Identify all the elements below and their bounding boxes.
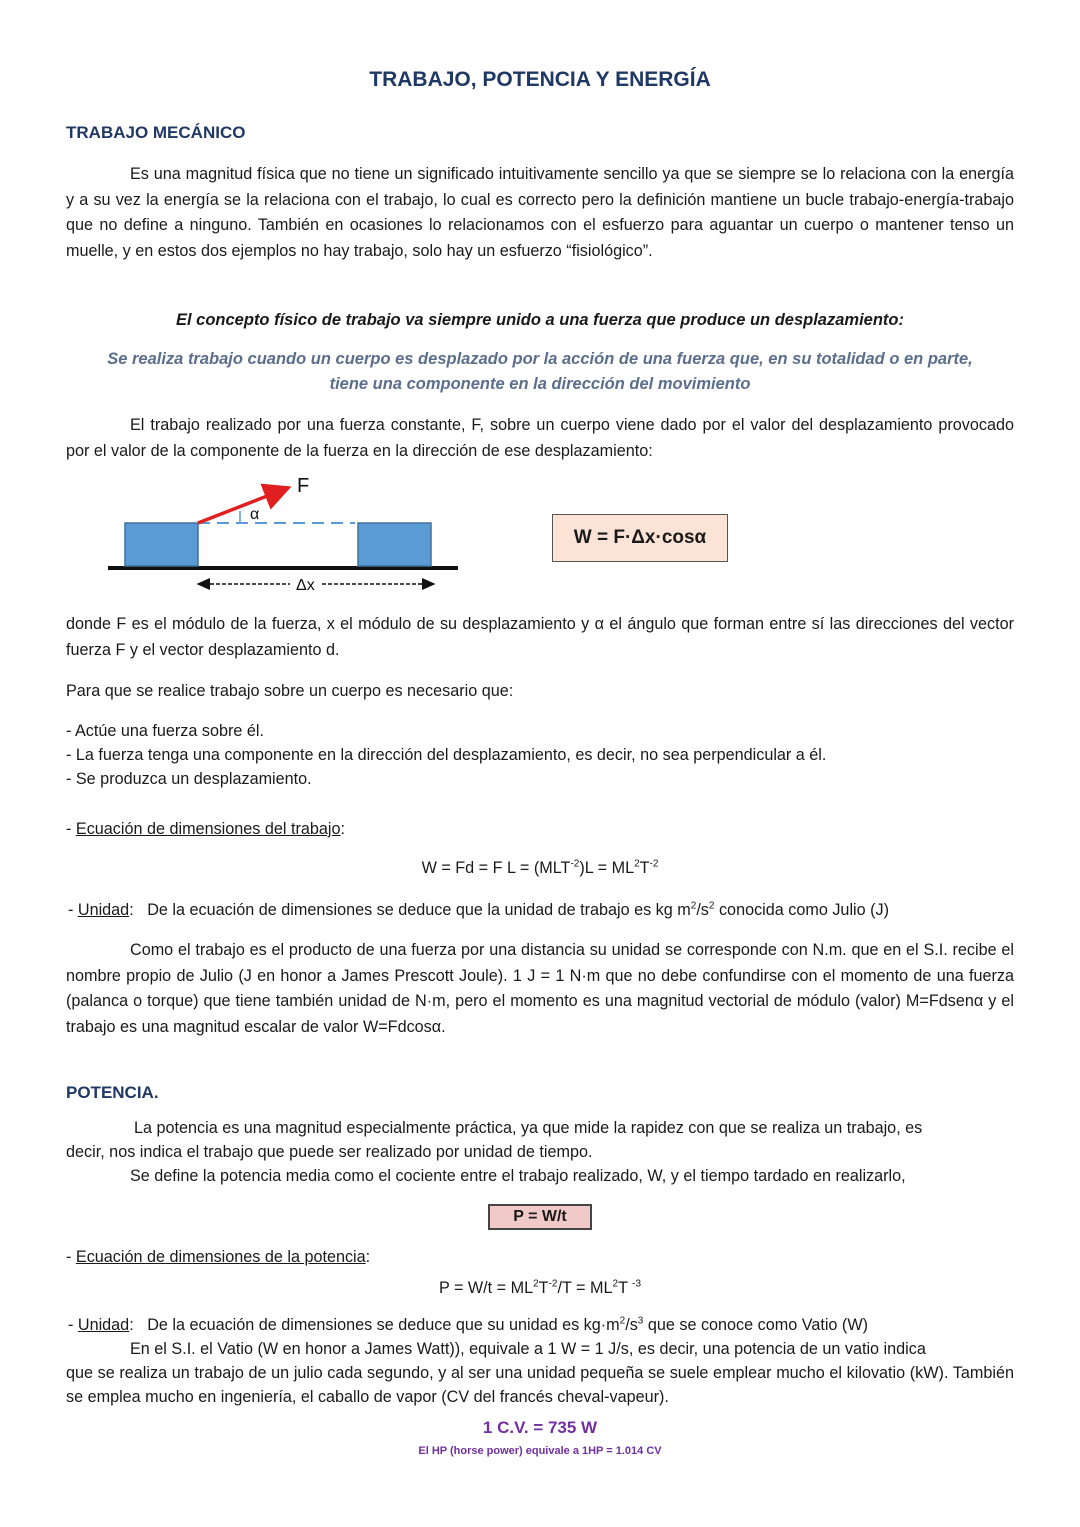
unit-sup: 2 — [619, 1315, 626, 1327]
power-formula-box — [488, 1204, 592, 1230]
eq-sup: -2 — [570, 858, 580, 870]
hp-equivalence: El HP (horse power) equivale a 1HP = 1.014 CV — [418, 1445, 662, 1457]
condition-item: - Se produzca un desplazamiento. — [66, 770, 312, 788]
eq-part: T — [618, 1279, 633, 1297]
eq-sup: 2 — [634, 858, 640, 870]
work-formula: W = F·Δx·cosα — [573, 527, 707, 548]
eq-sup: -2 — [548, 1278, 558, 1290]
unit-text: conocida como Julio (J) — [714, 901, 890, 919]
cv-equivalence: 1 C.V. = 735 W — [482, 1418, 598, 1437]
definition-line-2: tiene una componente en la dirección del movimiento — [329, 375, 751, 393]
dash: - — [66, 1248, 76, 1266]
trabajo-intro-text: Es una magnitud física que no tiene un significado intuitivamente sencillo ya que se siempre se lo relaciona con la energía y a su vez la energía se la relaciona con el trabajo, lo cual es correcto pero la definición mantiene un bucle trabajo-energía-trabajo que no define a ninguno. También en ocasiones lo relacionamos con el esfuerzo para aguantar un cuerpo o mantener tenso un muelle, y en estos dos ejemplos no hay trabajo, solo hay un esfuerzo “fisiológico”. — [66, 165, 1014, 260]
dash: - — [66, 820, 76, 838]
section-heading-trabajo: TRABAJO MECÁNICO — [66, 123, 246, 142]
eq-part: T — [538, 1279, 549, 1297]
colon: : — [365, 1248, 371, 1266]
eq-part: )L = ML — [579, 859, 635, 877]
unit-text: De la ecuación de dimensiones se deduce que la unidad de trabajo es kg m — [147, 901, 691, 919]
eq-part: T — [639, 859, 650, 877]
eq-sup: 2 — [533, 1278, 539, 1290]
unit-sup: 2 — [708, 900, 715, 912]
unit-label: Unidad — [77, 901, 130, 919]
potencia-intro-line-2: decir, nos indica el trabajo que puede ser realizado por unidad de tiempo. — [66, 1143, 593, 1161]
unit-sup: 2 — [690, 900, 697, 912]
eq-part: W = Fd = F L = (MLT — [421, 859, 571, 877]
work-unit-line — [68, 898, 889, 923]
definition-line-1: Se realiza trabajo cuando un cuerpo es desplazado por la acción de una fuerza que, en su totalidad o en parte, — [107, 350, 973, 368]
condition-item: - Actúe una fuerza sobre él. — [66, 722, 264, 740]
eq-part: /T = ML — [557, 1279, 613, 1297]
eq-sup: -2 — [649, 858, 659, 870]
joule-text: Como el trabajo es el producto de una fuerza por una distancia su unidad se corresponde con N.m. que en el S.I. recibe el nombre propio de Julio (J en honor a James Prescott Joule). 1 J = 1 N·m que no debe confundirse con el momento de una fuerza (palanca o torque) que tiene también unidad de N·m, pero el momento es una magnitud vectorial de módulo (valor) M=Fdsenα y el trabajo es una magnitud escalar de valor W=Fdcosα. — [66, 941, 1014, 1036]
colon: : — [129, 1316, 134, 1334]
unit-sup: 3 — [637, 1315, 644, 1327]
constant-force-paragraph — [66, 413, 1014, 464]
dash: - — [68, 1316, 78, 1334]
unit-text: De la ecuación de dimensiones se deduce que su unidad es kg·m — [147, 1316, 620, 1334]
dim-label: Ecuación de dimensiones del trabajo — [75, 820, 341, 838]
work-dimensions-label — [66, 817, 345, 842]
colon: : — [129, 901, 134, 919]
potencia-intro-line-3: Se define la potencia media como el cociente entre el trabajo realizado, W, y el tiempo tardado en realizarlo, — [130, 1167, 906, 1185]
power-dimensions-label — [66, 1245, 370, 1270]
work-formula-box — [552, 514, 728, 562]
trabajo-intro-paragraph — [66, 162, 1014, 264]
section-heading-potencia: POTENCIA. — [66, 1083, 159, 1102]
dim-label: Ecuación de dimensiones de la potencia — [75, 1248, 366, 1266]
eq-sup: -3 — [632, 1278, 642, 1290]
watt-paragraph: que se realiza un trabajo de un julio cada segundo, y al ser una unidad pequeña se suele emplear mucho el kilovatio (kW). También se emplea mucho en ingeniería, el caballo de vapor (CV del francés cheval-vapeur). — [66, 1364, 1014, 1406]
joule-paragraph — [66, 938, 1014, 1040]
force-label: F — [297, 475, 310, 497]
where-paragraph: donde F es el módulo de la fuerza, x el módulo de su desplazamiento y α el ángulo que forman entre sí las direcciones del vector fuerza F y el vector desplazamiento d. — [66, 615, 1014, 659]
unit-text: que se conoce como Vatio (W) — [643, 1316, 868, 1334]
work-diagram — [100, 468, 470, 598]
eq-part: P = W/t = ML — [438, 1279, 534, 1297]
watt-line-1: En el S.I. el Vatio (W en honor a James Watt)), equivale a 1 W = 1 J/s, es decir, una potencia de un vatio indica — [130, 1340, 926, 1358]
page-title: TRABAJO, POTENCIA Y ENERGÍA — [369, 68, 711, 91]
displacement-label: Δx — [296, 577, 315, 594]
unit-text: /s — [696, 901, 709, 919]
unit-label: Unidad — [77, 1316, 130, 1334]
constant-force-text: El trabajo realizado por una fuerza constante, F, sobre un cuerpo viene dado por el valor del desplazamiento provocado por el valor de la componente de la fuerza en la dirección de ese desplazamiento: — [66, 416, 1014, 460]
power-unit-line — [68, 1313, 868, 1338]
potencia-intro-line-1: La potencia es una magnitud especialmente práctica, ya que mide la rapidez con que se realiza un trabajo, es — [134, 1119, 923, 1137]
work-dimension-equation — [66, 856, 1014, 881]
concept-statement: El concepto físico de trabajo va siempre unido a una fuerza que produce un desplazamiento: — [176, 311, 904, 329]
unit-text: /s — [625, 1316, 638, 1334]
dash: - — [68, 901, 78, 919]
eq-sup: 2 — [612, 1278, 619, 1290]
conditions-intro: Para que se realice trabajo sobre un cuerpo es necesario que: — [66, 682, 514, 700]
force-arrow — [198, 489, 285, 523]
power-dimension-equation — [66, 1276, 1014, 1301]
block-initial — [125, 523, 198, 566]
colon: : — [340, 820, 345, 838]
condition-item: - La fuerza tenga una componente en la dirección del desplazamiento, es decir, no sea perpendicular a él. — [66, 746, 827, 764]
block-final — [358, 523, 431, 566]
angle-label: α — [250, 506, 260, 523]
power-formula: P = W/t — [513, 1208, 567, 1225]
